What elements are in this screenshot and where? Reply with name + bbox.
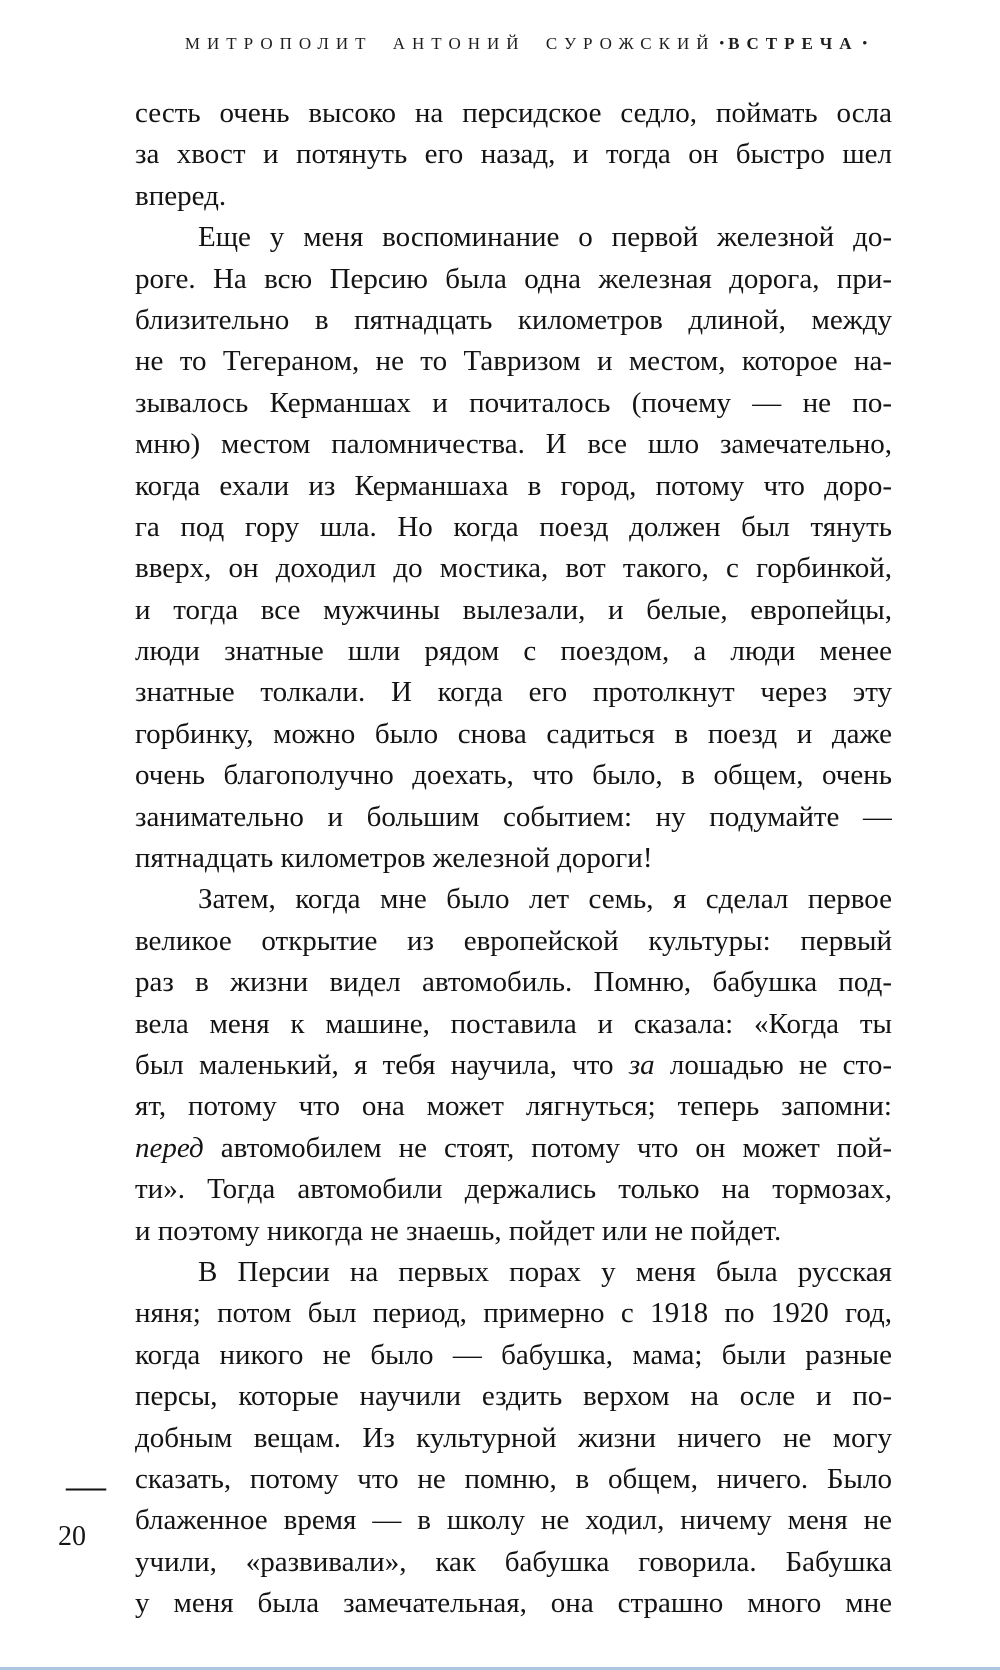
page-number: 20: [58, 1521, 86, 1552]
text-line: ти». Тогда автомобили держались только на тормозах,: [135, 1173, 892, 1206]
text-line: Еще у меня воспоминание о первой железной до-: [198, 221, 892, 254]
text-line: блаженное время — в школу не ходил, ничему меня не: [135, 1504, 892, 1537]
text-line: вперед.: [135, 179, 227, 212]
body-text-block: [135, 93, 892, 1624]
text-line: когда никого не было — бабушка, мама; были разные: [135, 1338, 892, 1371]
text-line: учили, «развивали», как бабушка говорила. Бабушка: [135, 1545, 892, 1578]
text-line: люди знатные шли рядом с поездом, а люди менее: [135, 635, 892, 668]
text-line: горбинку, можно было снова садиться в поезд и даже: [135, 717, 892, 750]
text-line: был маленький, я тебя научила, что за лошадью не сто-: [135, 1048, 892, 1081]
text-line: вела меня к машине, поставила и сказала: «Когда ты: [135, 1007, 892, 1040]
italic-word: перед: [135, 1131, 204, 1164]
text-line: зывалось Керманшах и почиталось (почему — не по-: [135, 386, 892, 419]
text-line: мню) местом паломничества. И все шло замечательно,: [135, 428, 892, 461]
text-line: великое открытие из европейской культуры: первый: [135, 924, 892, 957]
text-line: добным вещам. Из культурной жизни ничего не могу: [135, 1421, 892, 1454]
text-line: персы, которые научили ездить верхом на осле и по-: [135, 1380, 892, 1413]
text-line: роге. На всю Персию была одна железная дорога, при-: [135, 262, 892, 295]
text-line: В Персии на первых порах у меня была русская: [198, 1255, 892, 1288]
header-separator-dot: •: [862, 35, 868, 50]
text-line: не то Тегераном, не то Тавризом и местом, которое на-: [135, 345, 892, 378]
text-line: перед автомобилем не стоят, потому что он может пой-: [135, 1131, 892, 1164]
text-line: очень благополучно доехать, что было, в общем, очень: [135, 759, 892, 792]
text-line: раз в жизни видел автомобиль. Помню, бабушка под-: [135, 966, 892, 999]
text-line: занимательно и большим событием: ну подумайте —: [135, 800, 892, 833]
text-line: и тогда все мужчины вылезали, и белые, европейцы,: [135, 593, 892, 626]
text-line: вверх, он доходил до мостика, вот такого, с горбинкой,: [135, 552, 892, 585]
text-line: сказать, потому что не помню, в общем, ничего. Было: [135, 1462, 892, 1495]
text-line: няня; потом был период, примерно с 1918 по 1920 год,: [135, 1297, 892, 1330]
header-separator-dot: •: [719, 35, 725, 50]
margin-dash-mark: —: [66, 1463, 106, 1508]
header-book-title: ВСТРЕЧА: [728, 34, 859, 53]
text-line: и поэтому никогда не знаешь, пойдет или не пойдет.: [135, 1214, 782, 1247]
text-line: га под гору шла. Но когда поезд должен был тянуть: [135, 510, 892, 543]
header-author: МИТРОПОЛИТ АНТОНИЙ СУРОЖСКИЙ: [184, 34, 716, 53]
text-line: Затем, когда мне было лет семь, я сделал первое: [198, 883, 892, 916]
text-line: ят, потому что она может лягнуться; теперь запомни:: [135, 1090, 892, 1123]
text-line: знатные толкали. И когда его протолкнут через эту: [135, 676, 892, 709]
running-header: [28, 34, 1000, 54]
italic-word: за: [628, 1048, 655, 1081]
text-line: у меня была замечательная, она страшно много мне: [135, 1587, 892, 1620]
text-line: близительно в пятнадцать километров длиной, между: [135, 303, 892, 336]
text-line: за хвост и потянуть его назад, и тогда он быстро шел: [135, 138, 892, 171]
text-line: когда ехали из Керманшаха в город, потому что доро-: [135, 469, 892, 502]
text-line: сесть очень высоко на персидское седло, поймать осла: [135, 97, 892, 129]
text-line: пятнадцать километров железной дороги!: [135, 842, 653, 875]
